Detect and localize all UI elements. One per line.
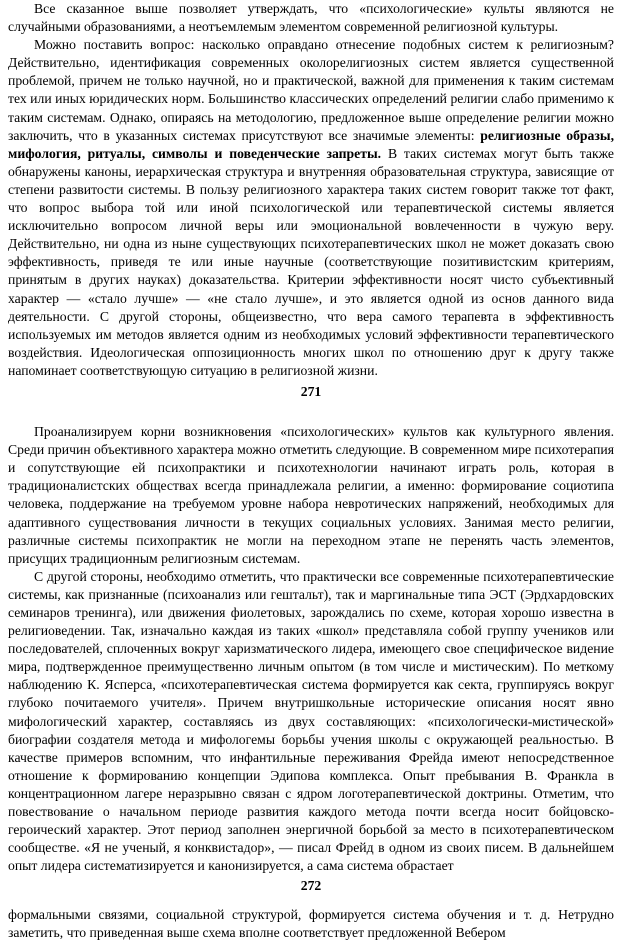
section-3 (8, 906, 614, 942)
page-number: 271 (300, 383, 322, 399)
paragraph: формальными связями, социальной структурой, формируется система обучения и т. д. Нетрудно заметить, что приведенная выше схема вполне соответствует предложенной Вебером (8, 906, 614, 940)
paragraph (8, 36, 614, 380)
paragraph: Все сказанное выше позволяет утверждать, что «психологические» культы являются не случайными образованиями, а неотъемлемым элементом современной религиозной культуры. (8, 1, 614, 35)
section-2 (8, 423, 614, 875)
paragraph-text: Можно поставить вопрос: насколько оправдано отнесение подобных систем к религиозным? Действительно, идентификация современных околорелигиозных систем является существенной проблемой, причем не только научной, но и практической, важной для применения к таким системам тех или иных юридических норм. Большинство классических определений религии слабо применимо к таким системам. Однако, опираясь на методологию, предложенное выше определение религии можно заключить, что в указанных системах присутствуют все значимые элементы: (8, 37, 614, 143)
bold-phrase: религиозные образы, мифология, ритуалы, символы и поведенческие запреты. (8, 127, 614, 161)
paragraph-text: В таких системах могут быть также обнаружены каноны, иерархическая структура и внутренняя образовательная структура, зависящие от степени развитости системы. В пользу религиозного характера таких систем говорит также тот факт, что вопрос выбора той или иной психологической или терапевтической системы является исключительно вопросом личной веры или эмоциональной вовлеченности в чужую веру. Действительно, ни одна из ныне существующих психотерапевтических школ не может доказать свою эффективность, приведя те или иные научные (соответствующие позитивистским критериям, принятым в других науках) доказательства. Критерии эффективности носят чисто субъективный характер — «стало лучше» — «не стало лучше», и это является одной из основ данного вида деятельности. С другой стороны, общеизвестно, что вера самого терапевта в эффективность используемых им методов является одним из необходимых условий эффективности терапевтического воздействия. Идеологическая оппозиционность многих школ по отношению друг к другу также напоминает соответствующую ситуацию в религиозной жизни. (8, 145, 614, 378)
page-number: 272 (300, 878, 322, 894)
section-1 (8, 0, 614, 380)
paragraph: С другой стороны, необходимо отметить, что практически все современные психотерапевтические системы, как признанные (психоанализ или гештальт), так и маргинальные типа ЭСТ (Эрдхардовских семинаров тренинга), или движения фиолетовых, зарождались по схеме, которая хорошо известна в религиоведении. Так, изначально каждая из таких «школ» представляла собой группу учеников или последователей, сплоченных вокруг харизматического лидера, имеющего свое специфическое видение мира, подтвержденное преимущественно личным опытом (в том числе и мистическим). По меткому наблюдению К. Ясперса, «психотерапевтическая система формируется как секта, группируясь вокруг глубоко почитаемого учителя». Причем внутришкольные исторические описания носят явно мифологический характер, составляясь из двух составляющих: «психологически-мистической» биографии создателя метода и мифологемы борьбы учения школы с окружающей реальностью. В качестве примеров вспомним, что инфантильные переживания Фрейда имеют непосредственное отношение к формированию концепции Эдипова комплекса. Опыт пребывания В. Франкла в концентрационном лагере неразрывно связан с ядром логотерапевтической доктрины. Отметим, что повествование о начальном периоде развития каждого метода почти всегда носит бойцовско-героический характер. Этот период заполнен энергичной борьбой за место в психотерапевтическом сообществе. «Я не ученый, я конквистадор», — писал Фрейд в одном из своих писем. В дальнейшем опыт лидера систематизируется и канонизируется, а сама система обрастает (8, 568, 614, 874)
paragraph: Проанализируем корни возникновения «психологических» культов как культурного явления. Среди причин объективного характера можно отметить следующие. В современном мире психотерапия и сопутствующие ей психопрактики и психотехнологии начинают играть роль, которая в традиционалистских обществах всегда принадлежала религии, а именно: формирование социотипа человека, поддержание на требуемом уровне набора невротических напряжений, необходимых для адаптивного существования личности в текущих социальных условиях. Занимая место религии, различные системы психопрактик не могли на переходном этапе не перенять часть элементов, присущих традиционным религиозным системам. (8, 424, 614, 566)
